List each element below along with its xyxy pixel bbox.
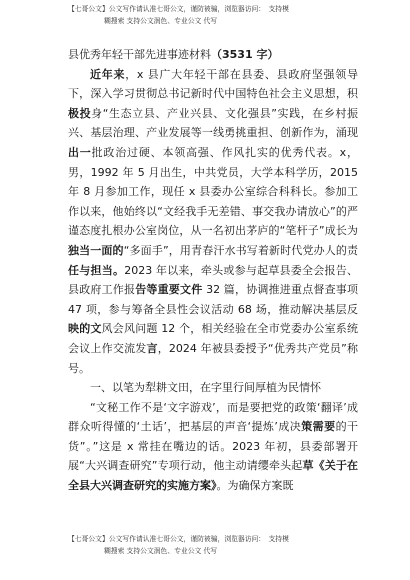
title-word-count: （3531 字） xyxy=(211,48,279,61)
watermark-banner-bottom xyxy=(68,533,358,557)
section-heading-1: 一、以笔为犁耕文田，在字里行间厚植为民情怀 xyxy=(90,381,321,395)
text-run: 任与担当。 xyxy=(68,263,125,277)
banner-bottom-line2: 糊搜索 支持公文润色、专业公文 代写 xyxy=(104,547,218,555)
text-run: 2023 年以来，牵头或参与起草县委全会报告、县政府工作报 xyxy=(68,263,358,297)
text-run: 的干货”。”这是 x 常挂在嘴边的话。2023 年初，县委部署开展“大兴调查研究”专项行动，他主动请缨牵头起 xyxy=(68,420,359,473)
text-run: 策需要 xyxy=(301,420,336,434)
banner-top-line1: 【七哥公文】公文写作请认准七哥公文，谨防被骗，浏览器访问： 支持模 xyxy=(68,5,289,13)
text-run: ，x 县广大年轻干部在县委、县政府坚强领导下，深入学习贯彻总书记新时代中国特色社会主义思想，积 xyxy=(68,67,358,101)
text-run: ，2024 年被县委授予“优秀共产党员”称号。 xyxy=(68,341,359,375)
text-run: “文秘工作不是‘文字游戏’，而是要把党的政策‘翻译’成群众听得懂的‘土话’，把基层的声音‘提炼’成决 xyxy=(68,400,358,434)
text-run: 言 xyxy=(146,341,158,355)
paragraph-section1 xyxy=(68,398,358,496)
text-run: 独当一面的 xyxy=(68,243,124,257)
text-run: 出一 xyxy=(68,145,92,159)
banner-top-line2: 糊搜索 支持公文润色、专业公文 代写 xyxy=(104,17,218,25)
document-title xyxy=(68,45,358,65)
text-run: “多面手”，用青春汗水书写着新时代党办人的责 xyxy=(123,243,359,257)
paragraph-intro xyxy=(68,65,358,379)
text-run: 。为确保方案既 xyxy=(216,479,294,493)
text-run: 批政治过硬、本领高强、作风扎实的优秀代表。x，男，1992 年 5 月出生，中共党员，大学本科学历，2015 年 8 月参加工作，现任 x 县委办公室综合科科长。参加工作以来，他始终以“文经我手无差错、事交我办请放心”的严谨态度扎根办公室岗位，从一名初出茅庐的“笔杆子”成长为 xyxy=(68,145,358,238)
banner-bottom-line1: 【七哥公文】公文写作请认准七哥公文，谨防被骗，浏览器访问： 支持模 xyxy=(68,535,289,543)
title-text: 县优秀年轻干部先进事迹材料 xyxy=(68,48,211,61)
text-run: 风会风问题 12 个，相关经验在全市党委办公室系统会议上作交流发 xyxy=(68,322,358,355)
text-run: 32 篇，协调推进重点督查事项 47 项，参与筹备全县性会议活动 68 场，推动解决基层反 xyxy=(68,283,358,316)
text-run: 映的文 xyxy=(68,322,102,336)
text-run: 身“生态立县、产业兴县、文化强县”实践，在乡村振兴、基层治理、产业发展等一线勇挑重担、创新作为，涌现 xyxy=(68,106,358,140)
text-run: 近年来 xyxy=(90,67,126,81)
text-run: 极投 xyxy=(68,106,92,120)
watermark-banner-top xyxy=(68,3,358,27)
text-run: 草《关于在全县大兴调查研究的实施方案》 xyxy=(68,459,358,493)
text-run: 告等重要文件 xyxy=(135,283,203,297)
document-body xyxy=(68,45,358,496)
